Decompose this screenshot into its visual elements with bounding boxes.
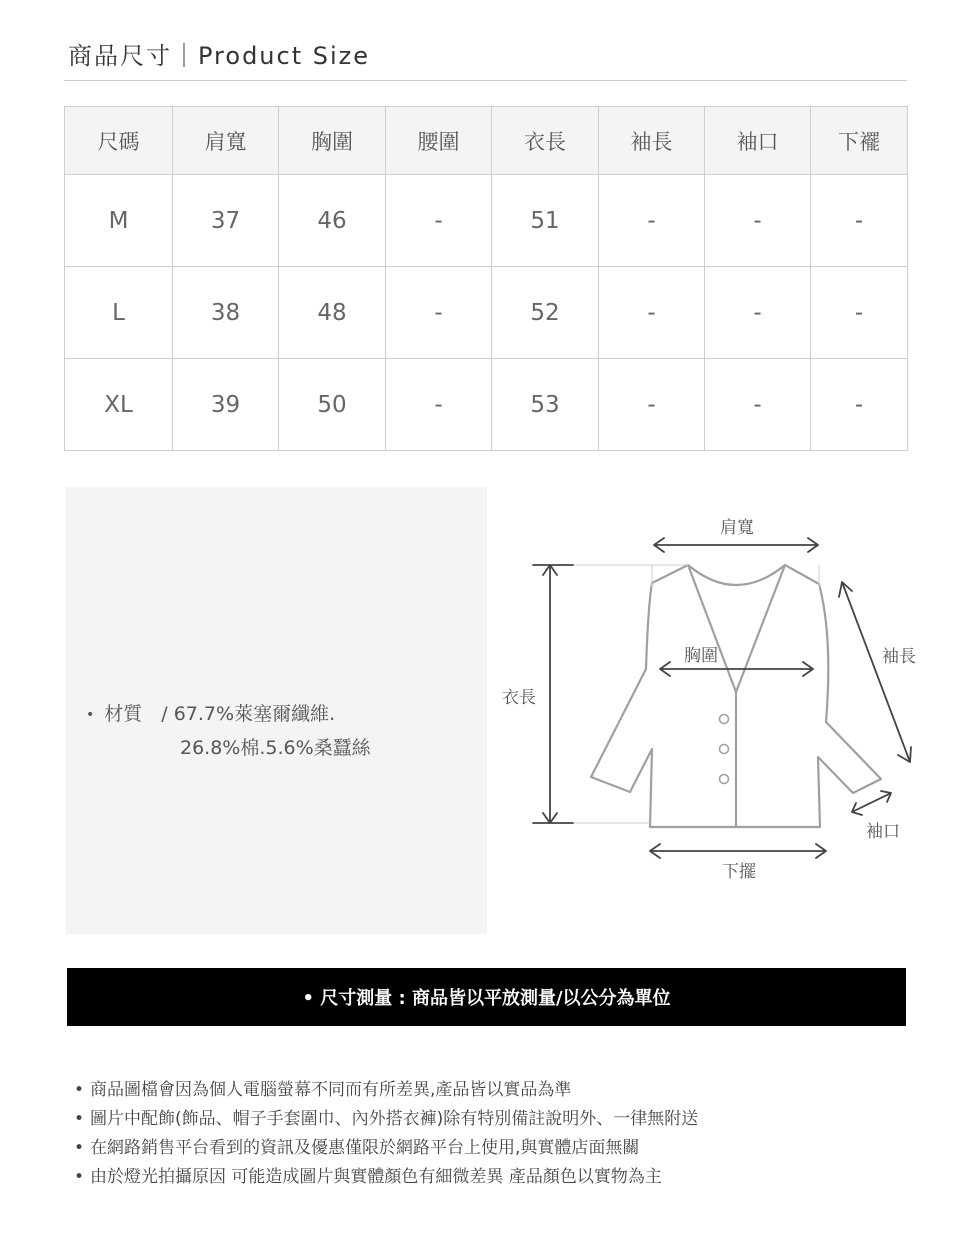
cardigan-outline bbox=[591, 565, 881, 827]
hem-arrow bbox=[650, 844, 826, 858]
table-cell: 53 bbox=[492, 359, 599, 451]
table-cell: M bbox=[65, 175, 173, 267]
list-item: • 由於燈光拍攝原因 可能造成圖片與實體顏色有細微差異 產品顏色以實物為主 bbox=[74, 1163, 698, 1192]
column-header: 尺碼 bbox=[65, 107, 173, 175]
column-header: 腰圍 bbox=[386, 107, 492, 175]
table-cell: - bbox=[811, 359, 908, 451]
table-row bbox=[65, 267, 908, 359]
button-icon bbox=[720, 745, 729, 754]
page-title: 商品尺寸｜Product Size bbox=[68, 42, 371, 70]
table-cell: 39 bbox=[173, 359, 279, 451]
hem-label: 下擺 bbox=[722, 862, 756, 882]
material-composition: 材質 / 67.7%萊塞爾纖維. bbox=[104, 703, 336, 725]
table-cell: - bbox=[386, 267, 492, 359]
list-item: • 商品圖檔會因為個人電腦螢幕不同而有所差異,產品皆以實品為準 bbox=[74, 1076, 698, 1105]
table-cell: - bbox=[386, 175, 492, 267]
column-header: 袖長 bbox=[599, 107, 705, 175]
table-cell: XL bbox=[65, 359, 173, 451]
table-cell: 50 bbox=[279, 359, 386, 451]
button-icon bbox=[720, 715, 729, 724]
table-cell: - bbox=[705, 175, 811, 267]
bullet: • bbox=[86, 706, 95, 723]
size-table bbox=[64, 106, 908, 451]
list-item: • 圖片中配飾(飾品、帽子手套圍巾、內外搭衣褲)除有特別備註說明外、一律無附送 bbox=[74, 1105, 698, 1134]
table-cell: 52 bbox=[492, 267, 599, 359]
button-icon bbox=[720, 775, 729, 784]
table-cell: 51 bbox=[492, 175, 599, 267]
table-cell: - bbox=[705, 359, 811, 451]
length-label: 衣長 bbox=[502, 688, 536, 708]
title-divider bbox=[64, 80, 907, 81]
column-header: 袖口 bbox=[705, 107, 811, 175]
chest-label: 胸圍 bbox=[684, 646, 718, 666]
sleeve-arrow bbox=[839, 582, 911, 762]
table-row bbox=[65, 175, 908, 267]
table-row bbox=[65, 359, 908, 451]
table-cell: - bbox=[705, 267, 811, 359]
column-header: 肩寬 bbox=[173, 107, 279, 175]
table-cell: - bbox=[599, 175, 705, 267]
cuff-label: 袖口 bbox=[866, 822, 900, 842]
table-cell: L bbox=[65, 267, 173, 359]
list-item: • 在網路銷售平台看到的資訊及優惠僅限於網路平台上使用,與實體店面無關 bbox=[74, 1134, 698, 1163]
table-header-row bbox=[65, 107, 908, 175]
material-line-continued: 26.8%棉.5.6%桑蠶絲 bbox=[180, 737, 371, 759]
notes-list bbox=[74, 1076, 698, 1192]
sleeve-label: 袖長 bbox=[882, 647, 916, 667]
table-cell: - bbox=[811, 267, 908, 359]
buttons bbox=[720, 715, 729, 784]
column-header: 衣長 bbox=[492, 107, 599, 175]
table-cell: 38 bbox=[173, 267, 279, 359]
measurement-arrows bbox=[533, 538, 911, 858]
garment-measurement-diagram bbox=[488, 487, 928, 934]
table-cell: - bbox=[386, 359, 492, 451]
guide-lines bbox=[548, 565, 819, 823]
column-header: 下襬 bbox=[811, 107, 908, 175]
chest-arrow bbox=[660, 662, 813, 676]
material-line bbox=[86, 699, 335, 726]
column-header: 胸圍 bbox=[279, 107, 386, 175]
shoulder-label: 肩寬 bbox=[720, 518, 754, 538]
table-cell: 37 bbox=[173, 175, 279, 267]
length-arrow bbox=[533, 565, 573, 823]
table-cell: 46 bbox=[279, 175, 386, 267]
table-cell: - bbox=[811, 175, 908, 267]
table-cell: - bbox=[599, 267, 705, 359]
shoulder-arrow bbox=[654, 538, 818, 552]
measurement-banner: • 尺寸測量 : 商品皆以平放測量/以公分為單位 bbox=[67, 968, 906, 1026]
table-cell: - bbox=[599, 359, 705, 451]
cuff-arrow bbox=[852, 791, 891, 815]
material-panel bbox=[66, 487, 487, 934]
table-cell: 48 bbox=[279, 267, 386, 359]
